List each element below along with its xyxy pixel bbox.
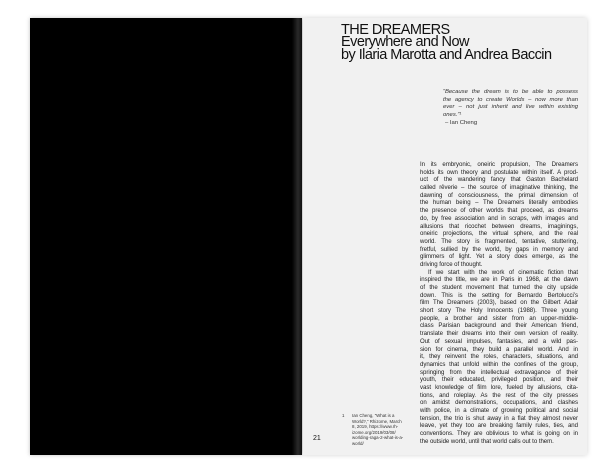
page-number: 21 (313, 435, 321, 442)
body-text (420, 161, 578, 445)
epigraph-attribution: – Ian Cheng (445, 119, 478, 126)
body-line: class Parisian background and their American friend, (420, 322, 578, 330)
body-line: the presence of other worlds that proceed, as dreams (420, 207, 578, 215)
body-line: oneiric projections, the virtual sphere, and the real (420, 230, 578, 238)
epigraph-line: “Because the dream is to be able to possess (443, 89, 578, 95)
body-line: film The Dreamers (2003), based on the Gilbert Adair (420, 299, 578, 307)
article-title (341, 24, 551, 61)
footnote-line: izome.org/2019/03/08/ (352, 429, 396, 435)
body-line: driving force of thought. (420, 260, 483, 268)
body-line: translate their dreams into their own version of reality. (420, 330, 578, 338)
body-line: dynamics that unfold within the confines of the group, (420, 360, 578, 368)
body-line: sion for cinema, they build a parallel world. And in (420, 345, 578, 353)
body-line: short story The Holy Innocents (1988). Three young (420, 307, 578, 315)
epigraph-line: ones.”¹ (443, 112, 462, 119)
footnote-line: worlding-raga-2-what-is-a- (352, 435, 404, 441)
body-line: the outside world, until that world calls out to them. (420, 437, 554, 445)
footnote-number: 1 (342, 413, 345, 418)
body-line: with police, in a climate of growing political and social (420, 407, 578, 414)
body-line: people, a brother and sister from an upper-middle- (420, 314, 578, 322)
body-line: called rêverie – the source of imaginative thinking, the (420, 184, 578, 192)
footnote-line: Ian Cheng, “What is a (352, 413, 395, 418)
body-line: on amidst demonstrations, occupations, and clashes (420, 399, 578, 407)
body-line: youth, their educated, privileged position, and their (420, 376, 578, 384)
subtitle-line: Everywhere and Now (341, 34, 469, 51)
body-line: do, by free association and in scraps, with images and (420, 214, 578, 222)
footnote-line: world/ (352, 440, 364, 446)
body-line: fretful, sullied by the world, by gaps in memory and (420, 245, 578, 253)
body-line: inspired the title, we are in Paris in 1968, at the dawn (420, 276, 578, 284)
body-line: it, they reinvent the roles, characters, situations, and (420, 353, 578, 361)
left-page-black (30, 18, 302, 455)
body-line: tions, and roleplay. As the rest of the city presses (420, 391, 578, 399)
epigraph-line: ever – not just inherit and live within existing (443, 104, 578, 111)
footnote-text (352, 413, 407, 447)
body-line: allusions that ricochet between dreams, imaginings, (420, 222, 578, 230)
body-line: holds its own theory and postulate within itself. A prod- (420, 168, 578, 176)
body-line: tension, the trio is shut away in a flat they almost never (420, 414, 578, 422)
body-line: springing from the intellectual extravagance of their (420, 368, 578, 376)
right-page (303, 18, 587, 455)
footnote-line: World?,” Rhizome, March (352, 418, 402, 424)
body-line: world. The story is fragmented, tentative, stuttering, (420, 237, 578, 245)
body-line: of the student movement that turned the city upside (420, 284, 578, 291)
title-line: THE DREAMERS (341, 22, 450, 38)
body-line: the human being – The Dreamers literally embodies (420, 199, 578, 207)
authors-line: by Ilaria Marotta and Andrea Baccin (341, 46, 552, 63)
body-line: If we start with the work of cinematic fiction that (428, 268, 578, 276)
body-line: In its embryonic, oneiric propulsion, The Dreamers (420, 161, 578, 168)
body-line: down. This is the setting for Bernardo Bertolucci’s (420, 291, 578, 299)
footnote-line: 8, 2019, https://www.rh- (352, 424, 399, 430)
body-line: glimmers of light. Yet a story does emerge, as the (420, 253, 578, 261)
body-line: leave, yet they too are breaking family rules, ties, and (420, 422, 578, 430)
body-line: uct of the wandering fancy that Gaston Bachelard (420, 176, 578, 184)
body-line: dawning of consciousness, the primal dimension of (420, 191, 578, 199)
epigraph-line: the agency to create Worlds – now more than (443, 96, 578, 103)
body-line: conventions. They are oblivious to what is going on in (420, 430, 578, 438)
body-line: Out of sexual impulses, fantasies, and a wild pas- (420, 337, 578, 345)
epigraph (443, 89, 578, 128)
body-line: vast knowledge of film lore, fueled by allusions, cita- (420, 383, 578, 391)
